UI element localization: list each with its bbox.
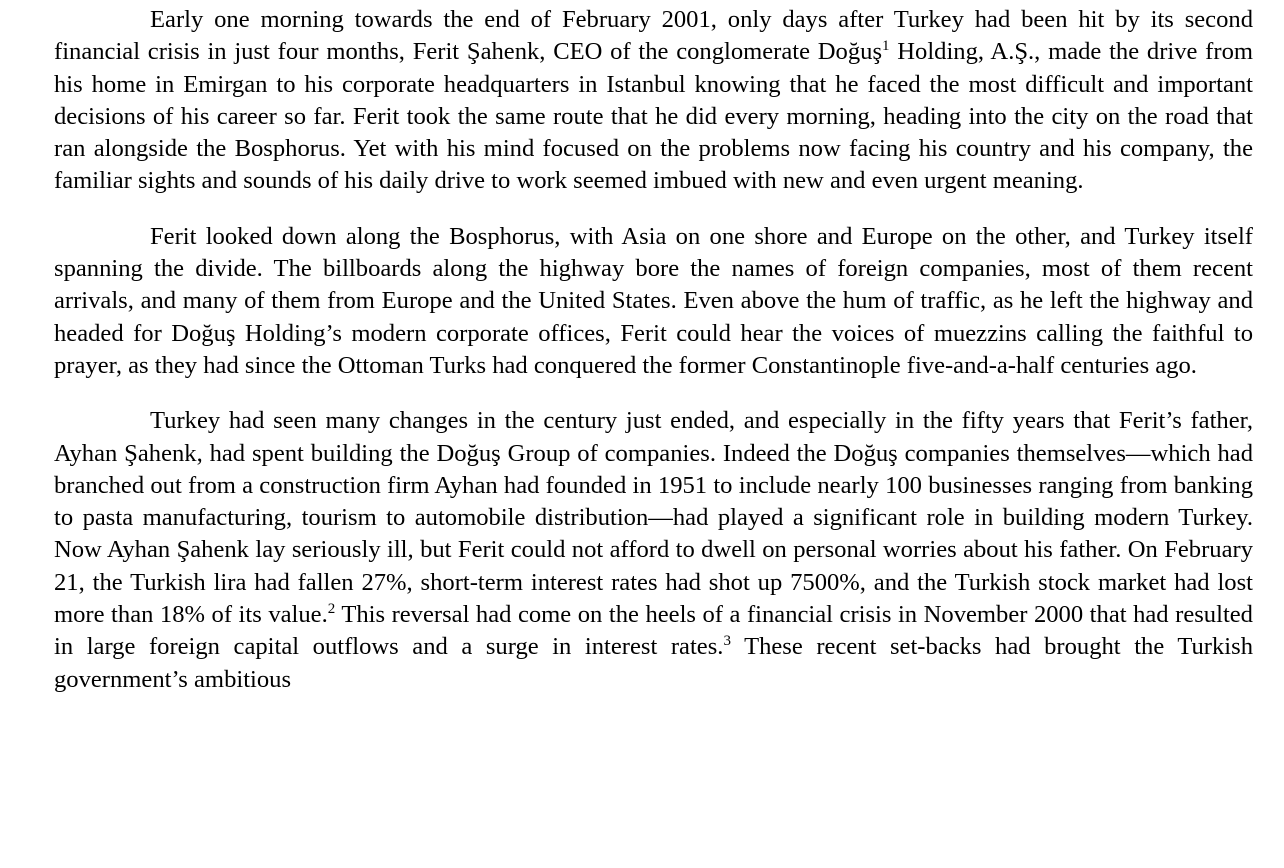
footnote-ref-3: 3 [723,633,731,650]
paragraph-3-text-c: These recent set-backs had brought the Turkish government’s ambitious [54,633,1253,693]
paragraph-3-text-a: Turkey had seen many changes in the century just ended, and especially in the fifty years that Ferit’s father, Ayhan Şahenk, had spent building the Doğuş Group of companies. Indeed the Doğuş companies themselves—which had branched out from a construction firm Ayhan had founded in 1951 to include nearly 100 businesses ranging from banking to pasta manufacturing, tourism to automobile distribution—had played a significant role in building modern Turkey. Now Ayhan Şahenk lay seriously ill, but Ferit could not afford to dwell on personal worries about his father. On February 21, the Turkish lira had fallen 27%, short-term interest rates had shot up 7500%, and the Turkish stock market had lost more than 18% of its value. [54,407,1253,629]
paragraph-2-text: Ferit looked down along the Bosphorus, with Asia on one shore and Europe on the other, and Turkey itself spanning the divide. The billboards along the highway bore the names of foreign companies, most of them recent arrivals, and many of them from Europe and the United States. Even above the hum of traffic, as he left the highway and headed for Doğuş Holding’s modern corporate offices, Ferit could hear the voices of muezzins calling the faithful to prayer, as they had since the Ottoman Turks had conquered the former Constantinople five-and-a-half centuries ago. [54,222,1253,379]
paragraph-3 [54,405,1253,696]
document-page [54,4,1253,696]
paragraph-3-text-b: This reversal had come on the heels of a financial crisis in November 2000 that had resulted in large foreign capital outflows and a surge in interest rates. [54,601,1253,661]
paragraph-1-text-a: Early one morning towards the end of February 2001, only days after Turkey had been hit by its second financial crisis in just four months, Ferit Şahenk, CEO of the conglomerate Doğuş [54,6,1253,66]
paragraph-2 [54,221,1253,382]
paragraph-1 [54,4,1253,198]
paragraph-1-text-b: Holding, A.Ş., made the drive from his home in Emirgan to his corporate headquarters in Istanbul knowing that he faced the most difficult and important decisions of his career so far. Ferit took the same route that he did every morning, heading into the city on the road that ran alongside the Bosphorus. Yet with his mind focused on the problems now facing his country and his company, the familiar sights and sounds of his daily drive to work seemed imbued with new and even urgent meaning. [54,38,1253,195]
footnote-ref-2: 2 [327,601,336,618]
footnote-ref-1: 1 [882,38,890,55]
